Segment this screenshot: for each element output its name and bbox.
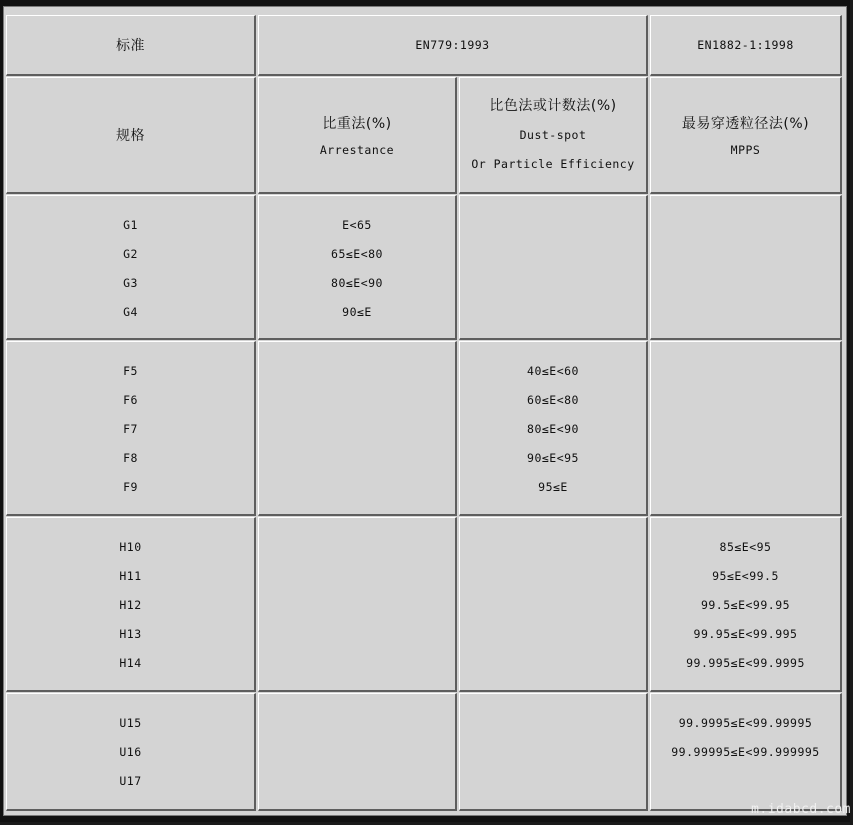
grade-label: F5 xyxy=(123,364,138,378)
arrestance-value: 90≤E xyxy=(342,305,372,319)
group-2-arrestance-cell xyxy=(258,517,457,692)
group-1-dustspot-cell xyxy=(459,341,648,516)
grade-label: H10 xyxy=(119,540,142,554)
dustspot-en2: Or Particle Efficiency xyxy=(471,156,635,171)
mpps-value: 85≤E<95 xyxy=(719,540,772,554)
group-1-arrestance-cell xyxy=(258,341,457,516)
dustspot-en1: Dust-spot xyxy=(519,127,587,142)
group-1-mpps-cell xyxy=(650,341,842,516)
arrestance-value: 65≤E<80 xyxy=(331,247,383,261)
group-3-grades-cell xyxy=(6,693,256,811)
grade-label: F6 xyxy=(123,393,138,407)
standard-label-cell xyxy=(6,15,256,76)
grade-label: G2 xyxy=(123,247,138,261)
dustspot-value: 80≤E<90 xyxy=(527,422,579,436)
mpps-en: MPPS xyxy=(730,143,761,157)
grade-label: U17 xyxy=(119,774,142,788)
grade-label: H11 xyxy=(119,569,142,583)
group-3-mpps-cell xyxy=(650,693,842,811)
grade-label: F8 xyxy=(123,451,138,465)
grade-label: F7 xyxy=(123,422,138,436)
arrestance-header-cell xyxy=(258,77,457,194)
filter-standard-table xyxy=(3,6,847,816)
group-3-arrestance-cell xyxy=(258,693,457,811)
group-2-dustspot-cell xyxy=(459,517,648,692)
grade-label: G4 xyxy=(123,305,138,319)
grade-label: H12 xyxy=(119,598,142,612)
group-1-grades-cell xyxy=(6,341,256,516)
mpps-value: 99.95≤E<99.995 xyxy=(693,627,798,641)
mpps-value: 99.9995≤E<99.99995 xyxy=(678,716,813,730)
en779-header-cell xyxy=(258,15,648,76)
grade-label: U15 xyxy=(119,716,142,730)
group-0-grades-cell xyxy=(6,195,256,340)
standard-label: 标准 xyxy=(116,38,145,54)
mpps-value: 99.99995≤E<99.999995 xyxy=(671,745,820,759)
arrestance-en: Arrestance xyxy=(319,143,395,157)
en779-title: EN779:1993 xyxy=(415,38,490,52)
mpps-zh: 最易穿透粒径法(%) xyxy=(681,116,810,132)
dustspot-value: 60≤E<80 xyxy=(527,393,579,407)
group-0-arrestance-cell xyxy=(258,195,457,340)
mpps-value: 95≤E<99.5 xyxy=(712,569,779,583)
group-2-grades-cell xyxy=(6,517,256,692)
arrestance-zh: 比重法(%) xyxy=(322,116,392,132)
dustspot-value: 40≤E<60 xyxy=(527,364,579,378)
dustspot-value: 90≤E<95 xyxy=(527,451,579,465)
watermark: m.idabcd.com xyxy=(751,802,851,817)
spec-label: 规格 xyxy=(116,128,145,144)
grade-label: U16 xyxy=(119,745,142,759)
arrestance-value: 80≤E<90 xyxy=(331,276,383,290)
arrestance-value: E<65 xyxy=(342,218,372,232)
group-0-dustspot-cell xyxy=(459,195,648,340)
group-3-dustspot-cell xyxy=(459,693,648,811)
mpps-header-cell xyxy=(650,77,842,194)
group-0-mpps-cell xyxy=(650,195,842,340)
grade-label: G3 xyxy=(123,276,138,290)
en1882-title: EN1882-1:1998 xyxy=(697,38,794,52)
dustspot-header-cell xyxy=(459,77,648,194)
mpps-value: 99.5≤E<99.95 xyxy=(700,598,791,612)
mpps-value: 99.995≤E<99.9995 xyxy=(686,656,805,670)
grade-label: F9 xyxy=(123,480,138,494)
grade-label: G1 xyxy=(123,218,138,232)
grade-label: H13 xyxy=(119,627,142,641)
grade-label: H14 xyxy=(119,656,142,670)
spec-label-cell xyxy=(6,77,256,194)
dustspot-zh: 比色法或计数法(%) xyxy=(489,97,617,114)
en1882-header-cell xyxy=(650,15,842,76)
dustspot-value: 95≤E xyxy=(538,480,568,494)
group-2-mpps-cell xyxy=(650,517,842,692)
